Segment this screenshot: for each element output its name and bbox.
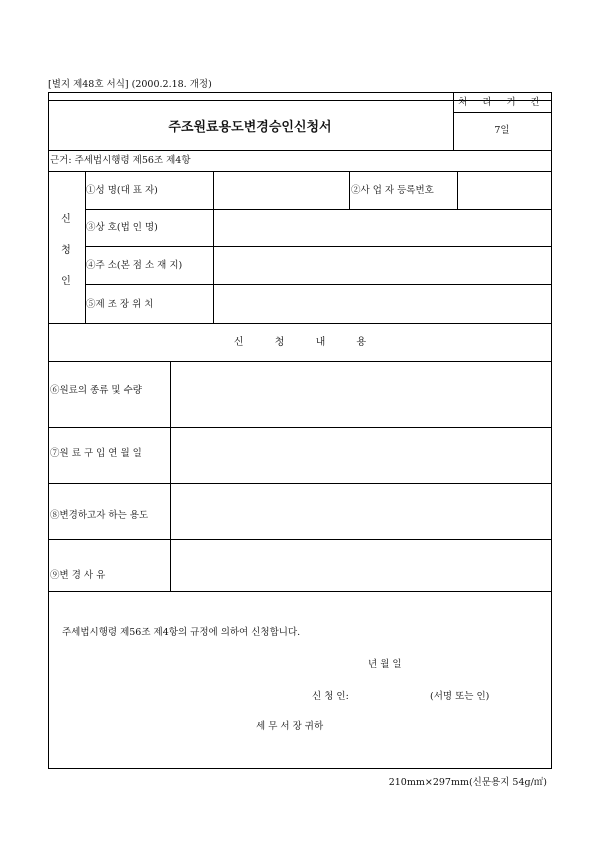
- change-reason-field[interactable]: [172, 548, 547, 586]
- processing-period-label: 처 리 기 간: [458, 97, 546, 108]
- address-field[interactable]: [215, 257, 545, 273]
- business-registration-label: ②사 업 자 등록번호: [351, 185, 434, 196]
- form-title: 주조원료용도변경승인신청서: [168, 119, 332, 135]
- application-content-header: 신 청 내 용: [233, 336, 367, 348]
- divider: [213, 171, 214, 323]
- divider: [49, 427, 551, 428]
- purchase-date-label: ⑦원 료 구 입 연 월 일: [50, 448, 142, 459]
- paper-spec-note: 210mm×297mm(신문용지 54g/㎡): [388, 777, 547, 788]
- material-type-quantity-label: ⑥원료의 종류 및 수량: [50, 385, 142, 396]
- applicant-side-label-3: 인: [61, 276, 71, 287]
- divider: [85, 284, 551, 285]
- divider: [49, 361, 551, 362]
- divider: [85, 246, 551, 247]
- factory-location-field[interactable]: [215, 296, 545, 312]
- divider: [49, 591, 551, 592]
- purchase-date-field[interactable]: [172, 430, 547, 470]
- name-label: ①성 명(대 표 자): [86, 185, 158, 196]
- change-reason-label: ⑨변 경 사 유: [50, 570, 106, 581]
- divider: [457, 171, 458, 209]
- intended-use-field[interactable]: [172, 490, 547, 530]
- address-label: ④주 소(본 점 소 재 지): [86, 260, 183, 271]
- legal-basis: 근거: 주세법시행령 제56조 제4항: [50, 155, 191, 166]
- divider: [49, 171, 551, 172]
- divider: [49, 150, 551, 151]
- material-type-quantity-field[interactable]: [172, 370, 547, 410]
- name-field[interactable]: [215, 182, 345, 198]
- divider: [49, 483, 551, 484]
- declaration-statement: 주세법시행령 제56조 제4항의 규정에 의하여 신청합니다.: [62, 627, 301, 638]
- application-date: 년 월 일: [368, 659, 402, 670]
- applicant-signature-label: 신 청 인:: [312, 691, 349, 702]
- divider: [349, 171, 350, 209]
- form-number-note: [별지 제48호 서식] (2000.2.18. 개정): [48, 79, 212, 90]
- factory-location-label: ⑤제 조 장 위 치: [86, 299, 154, 310]
- addressee: 세 무 서 장 귀하: [256, 721, 324, 732]
- trade-name-field[interactable]: [215, 219, 545, 235]
- applicant-side-label-2: 청: [61, 245, 71, 256]
- trade-name-label: ③상 호(법 인 명): [86, 222, 158, 233]
- business-registration-field[interactable]: [459, 182, 547, 198]
- divider: [49, 539, 551, 540]
- processing-period-value: 7일: [494, 125, 510, 136]
- intended-use-label: ⑧변경하고자 하는 용도: [50, 510, 149, 521]
- applicant-side-label-1: 신: [61, 214, 71, 225]
- divider: [170, 361, 171, 591]
- divider: [453, 112, 551, 113]
- divider: [49, 323, 551, 324]
- signature-seal-note: (서명 또는 인): [430, 691, 490, 702]
- divider: [85, 209, 551, 210]
